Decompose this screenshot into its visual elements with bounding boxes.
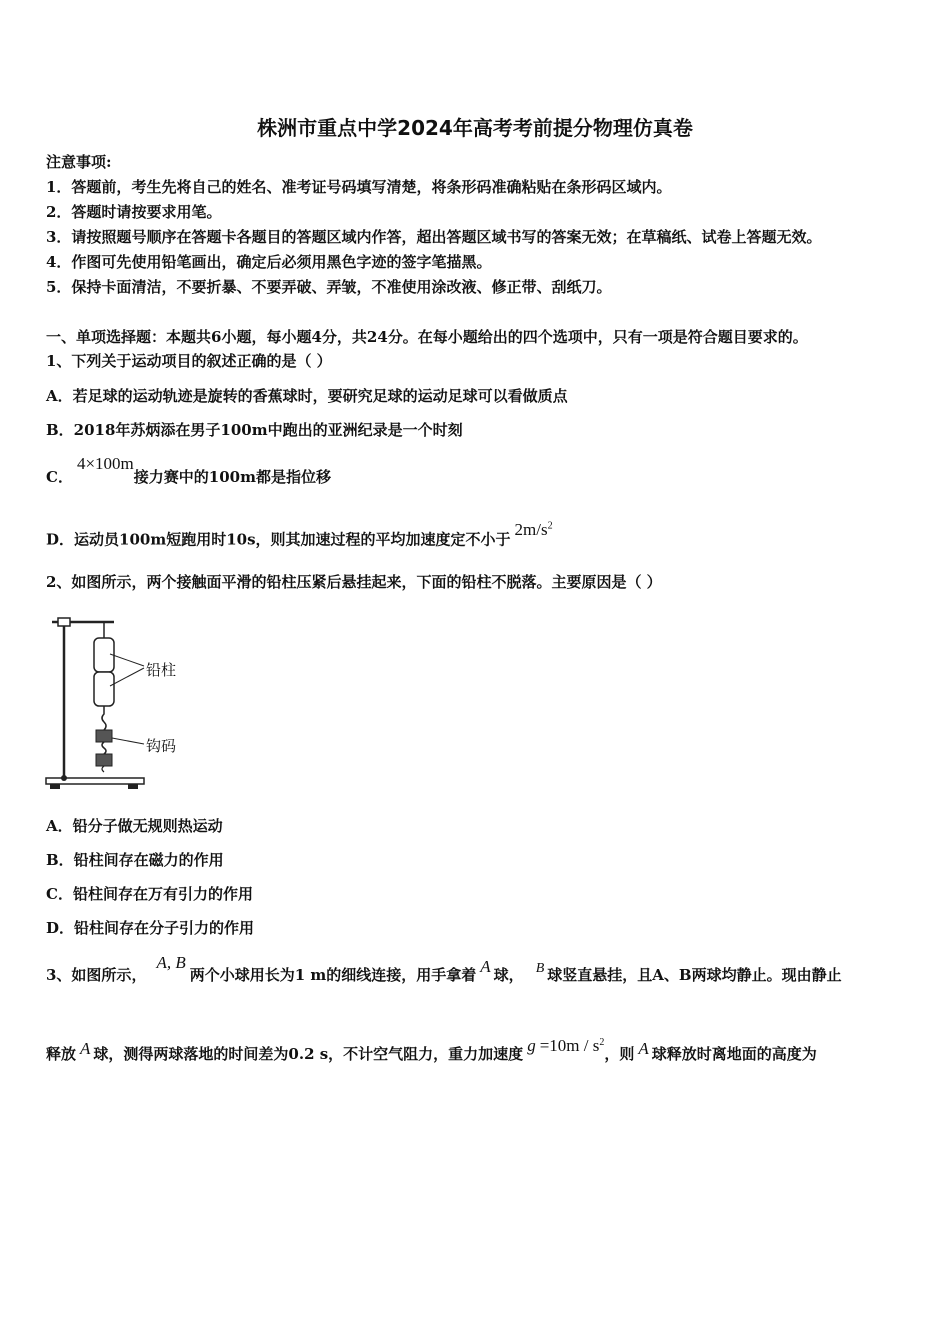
- q3-text: 释放: [46, 1045, 77, 1063]
- math-value: =10m / s: [539, 1036, 600, 1055]
- figure-label-hook-weight: 钩码: [146, 737, 177, 755]
- section-heading: 一、单项选择题：本题共6小题，每小题4分，共24分。在每小题给出的四个选项中，只有一项是符合题目要求的。: [46, 328, 808, 346]
- hook: [102, 706, 106, 730]
- q1-option-d: [46, 519, 553, 550]
- math-symbol: A: [638, 1039, 649, 1058]
- notice-item: 3．请按照题号顺序在答题卡各题目的答题区域内作答，超出答题区域书写的答案无效；在草稿纸、试卷上答题无效。: [46, 228, 822, 246]
- math-exponent: 2: [547, 520, 553, 531]
- q1-option-a: A．若足球的运动轨迹是旋转的香蕉球时，要研究足球的运动足球可以看做质点: [46, 387, 568, 405]
- math-symbol: A: [480, 957, 491, 976]
- notice-item: 5．保持卡面清洁，不要折暴、不要弄破、弄皱，不准使用涂改液、修正带、刮纸刀。: [46, 278, 612, 296]
- notice-item: 1．答题前，考生先将自己的姓名、准考证号码填写清楚，将条形码准确粘贴在条形码区域内。: [46, 178, 672, 196]
- q3-text: 球释放时离地面的高度为: [651, 1045, 817, 1063]
- q3-text: 球，: [493, 966, 524, 984]
- q2-option-c: C．铅柱间存在万有引力的作用: [46, 885, 253, 903]
- q2-stem: 2、如图所示，两个接触面平滑的铅柱压紧后悬挂起来，下面的铅柱不脱落。主要原因是（ ）: [46, 573, 662, 591]
- page-title: 株洲市重点中学2024年高考考前提分物理仿真卷: [257, 116, 693, 140]
- hook-weight: [96, 730, 112, 742]
- q3-text: 球竖直悬挂，且A、B两球均静止。现由静止: [547, 966, 842, 984]
- q3-text: 球，测得两球落地的时间差为0.2 s，不计空气阻力，重力加速度: [93, 1045, 524, 1063]
- stand-foot: [50, 784, 60, 789]
- math-exponent: 2: [599, 1037, 605, 1048]
- math-expression: 4×100m: [76, 454, 134, 473]
- math-symbol: A: [80, 1039, 91, 1058]
- q3-stem-line-2: [46, 1036, 817, 1064]
- q3-text: ，则: [604, 1045, 635, 1063]
- lead-cylinder-apparatus-figure: [40, 612, 200, 797]
- q2-option-a: A．铅分子做无规则热运动: [46, 817, 223, 835]
- notice-item: 2．答题时请按要求用笔。: [46, 203, 222, 221]
- q3-text: 两个小球用长为1 m的细线连接，用手拿着: [189, 966, 477, 984]
- math-expression: [515, 520, 553, 539]
- math-expression: [527, 1037, 604, 1055]
- stand-base: [46, 778, 144, 784]
- option-text: D．运动员100m短跑用时10s，则其加速过程的平均加速度定不小于: [46, 530, 511, 549]
- option-text: 接力赛中的100m都是指位移: [133, 468, 331, 486]
- lead-cylinder-lower: [94, 672, 114, 706]
- notice-heading: 注意事项:: [46, 153, 112, 171]
- q1-option-b: B．2018年苏炳添在男子100m中跑出的亚洲纪录是一个时刻: [46, 421, 463, 439]
- notice-item: 4．作图可先使用铅笔画出，确定后必须用黑色字迹的签字笔描黑。: [46, 253, 492, 271]
- q3-text: 3、如图所示，: [46, 966, 147, 984]
- hook-weight: [96, 754, 112, 766]
- stand-foot: [128, 784, 138, 789]
- q2-option-d: D．铅柱间存在分子引力的作用: [46, 919, 255, 937]
- lead-cylinder-upper: [94, 638, 114, 672]
- q2-option-b: B．铅柱间存在磁力的作用: [46, 851, 224, 869]
- q3-stem-line-1: [46, 953, 842, 987]
- q1-option-c: [46, 454, 331, 487]
- math-symbol: g: [527, 1036, 536, 1055]
- q1-stem: 1、下列关于运动项目的叙述正确的是（ ）: [46, 352, 332, 370]
- option-label: C．: [46, 468, 73, 486]
- math-symbol: B: [535, 961, 545, 976]
- math-symbol: A, B: [156, 953, 186, 972]
- math-value: 2m/s: [514, 519, 548, 539]
- clamp: [58, 618, 70, 626]
- figure-label-lead: 铅柱: [146, 661, 177, 679]
